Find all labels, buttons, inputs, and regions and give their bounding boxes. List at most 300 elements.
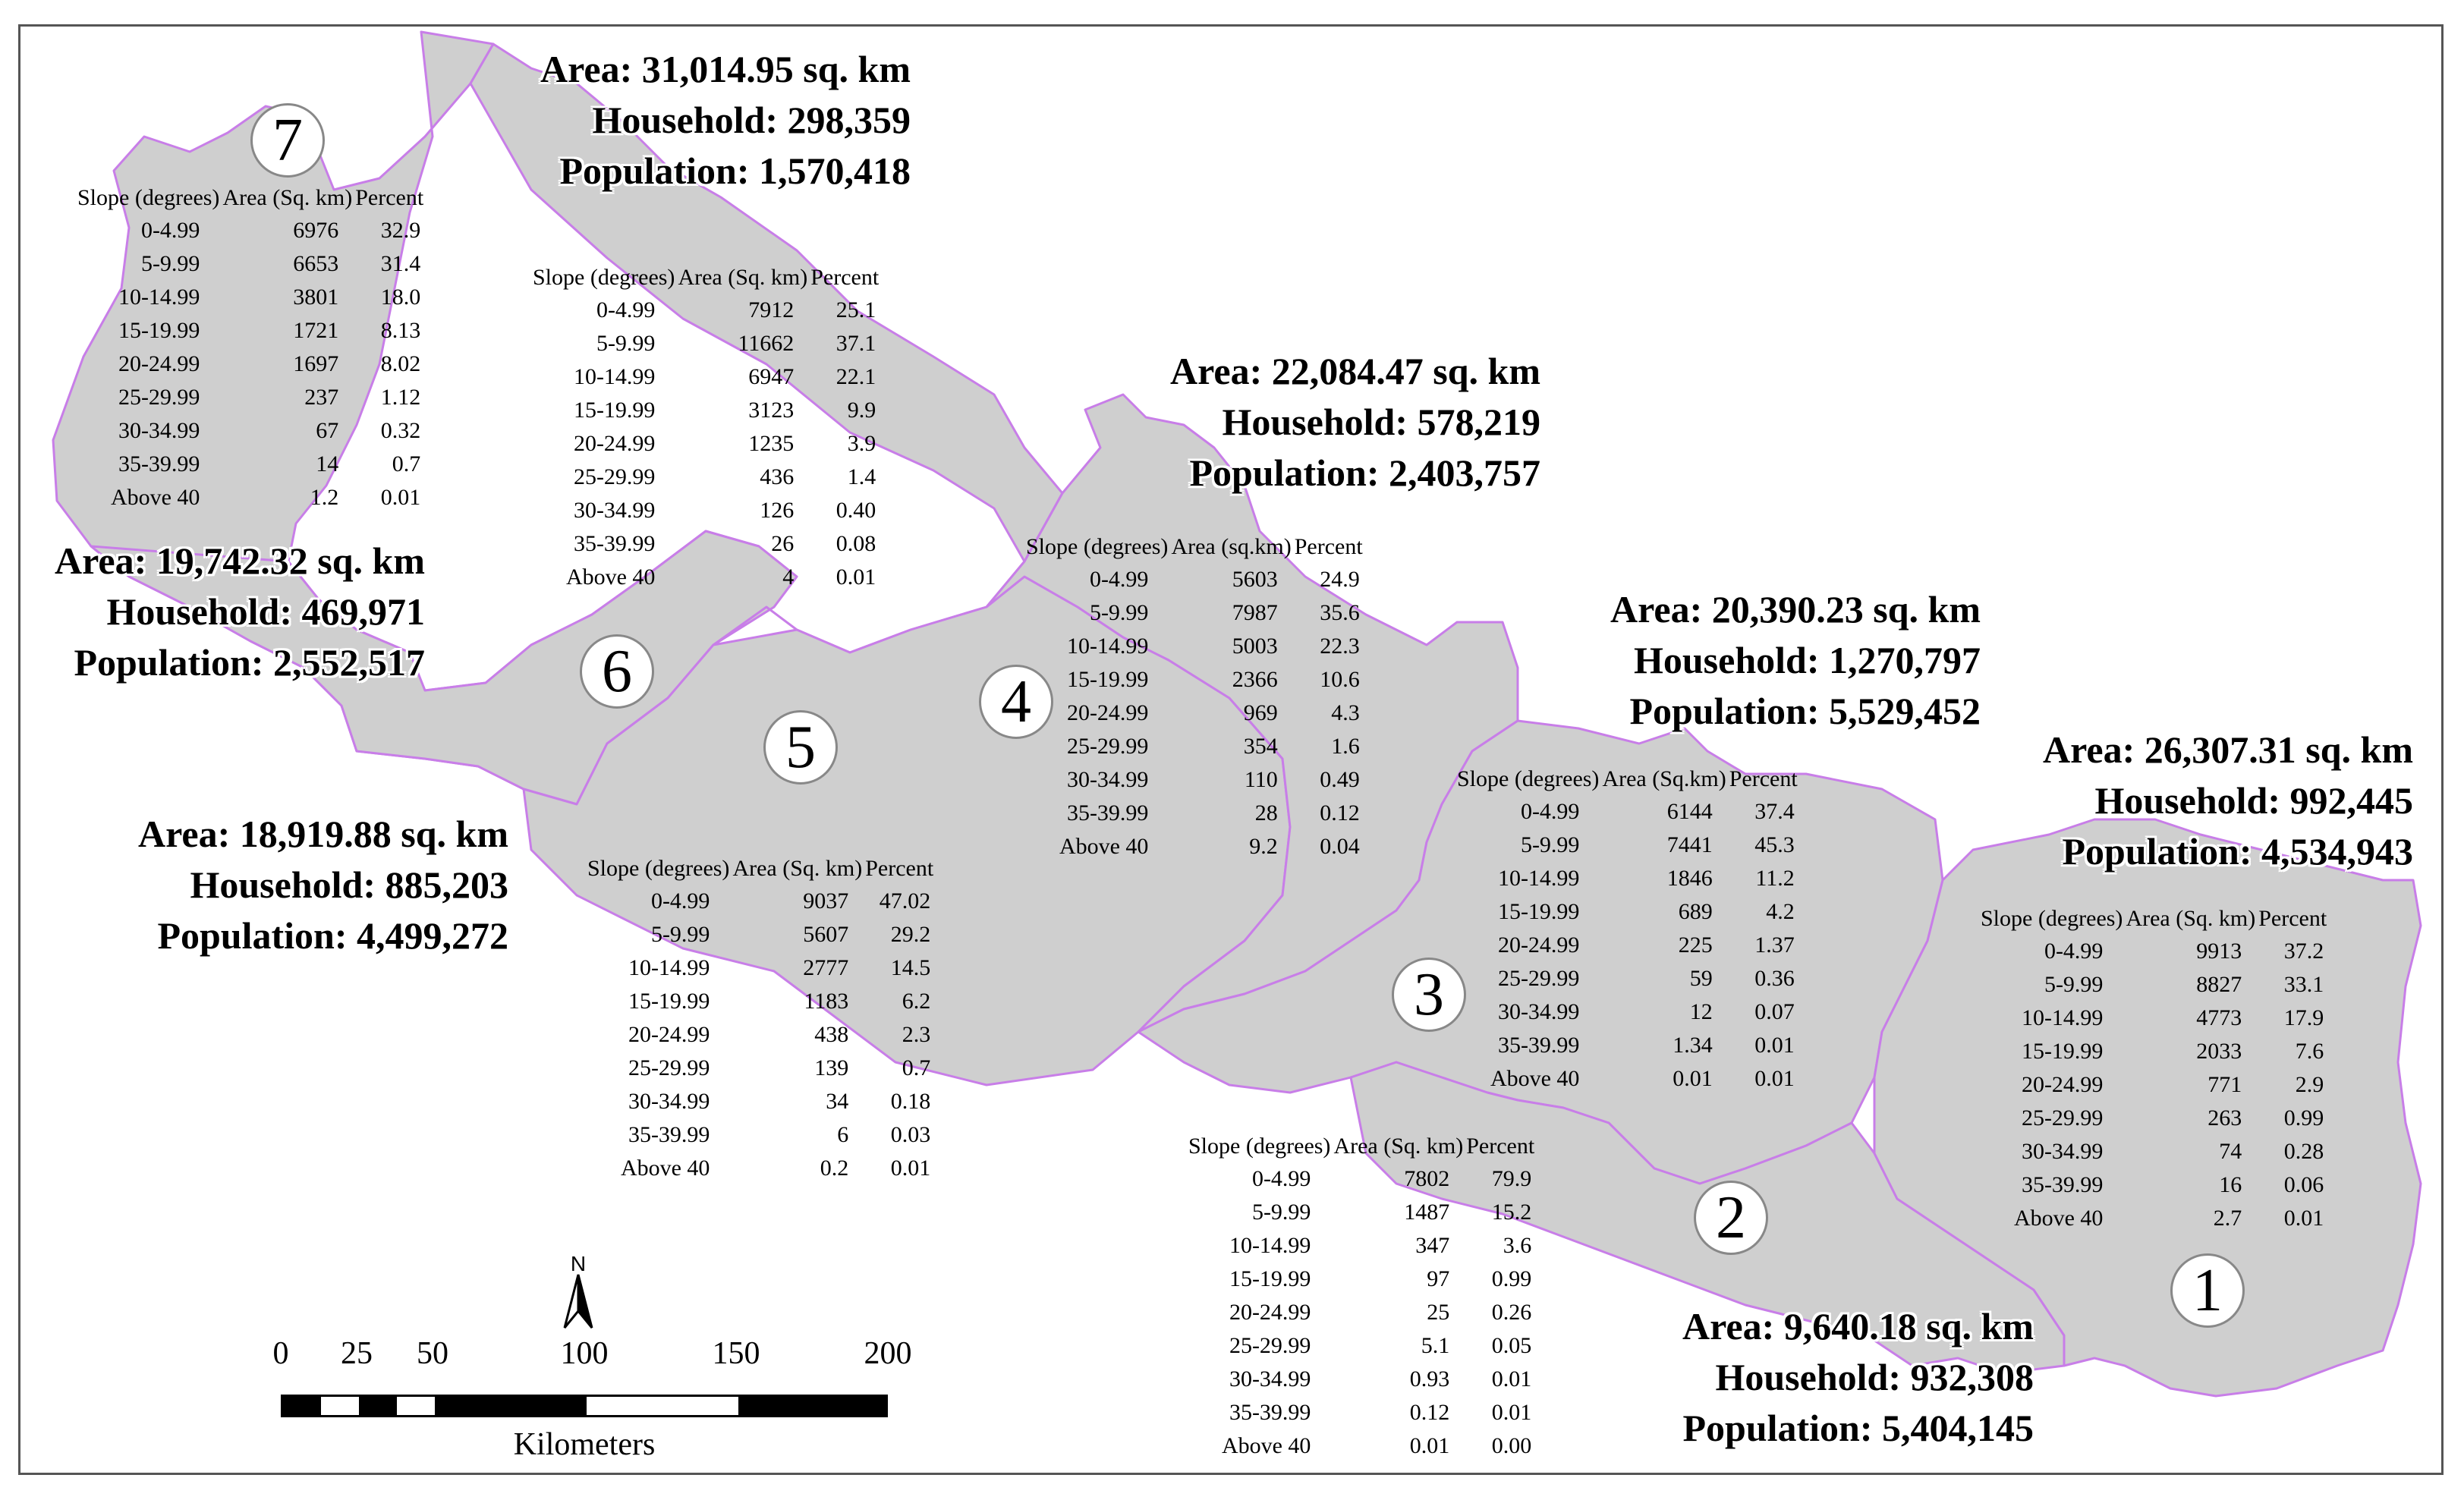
- province-4-stats: [1093, 346, 1540, 498]
- province-7-population: Population: 2,552,517: [74, 641, 425, 684]
- slope-table-cell: 12: [1689, 999, 1713, 1024]
- slope-table-cell: 97: [1427, 1266, 1450, 1291]
- slope-table-row: [1024, 730, 1364, 763]
- slope-table-cell: Above 40: [2013, 1206, 2104, 1231]
- slope-table-header-cell: Percent: [2258, 906, 2327, 931]
- slope-table-cell: 30-34.99: [2021, 1139, 2104, 1164]
- slope-table-header-cell: Slope (degrees): [533, 265, 675, 290]
- slope-table-row: [1024, 596, 1364, 630]
- slope-table-cell: 24.9: [1320, 567, 1360, 592]
- province-7-stats: [8, 536, 425, 688]
- slope-table-row: [1979, 968, 2328, 1002]
- slope-table-cell: 0-4.99: [1089, 567, 1149, 592]
- slope-table-cell: 10-14.99: [573, 364, 656, 389]
- scale-tick: 200: [864, 1336, 912, 1371]
- slope-table-cell: Above 40: [620, 1156, 710, 1181]
- slope-table-cell: 6144: [1666, 799, 1713, 824]
- slope-table-cell: 139: [814, 1055, 849, 1080]
- slope-table-cell: 20-24.99: [2021, 1072, 2104, 1097]
- slope-table-row: [531, 294, 880, 327]
- slope-table-cell: 0.04: [1320, 834, 1360, 859]
- slope-table-cell: 0.28: [2283, 1139, 2324, 1164]
- slope-table-cell: 7987: [1232, 600, 1278, 625]
- slope-table-cell: 969: [1243, 700, 1278, 725]
- slope-table-row: [1187, 1296, 1536, 1329]
- slope-table-header: [586, 853, 935, 885]
- slope-table-cell: 2777: [803, 955, 849, 980]
- slope-table-cell: 15-19.99: [2021, 1039, 2104, 1064]
- slope-table-cell: 1.37: [1754, 932, 1795, 958]
- slope-table-row: [1024, 797, 1364, 830]
- slope-table-row: [1024, 763, 1364, 797]
- north-arrow-icon: [555, 1252, 601, 1335]
- province-1-stats: [1973, 725, 2413, 877]
- province-7-slope-table: [76, 182, 425, 514]
- slope-table-cell: 2.9: [2295, 1072, 2324, 1097]
- province-4-population: Population: 2,403,757: [1189, 451, 1540, 494]
- slope-table-cell: 25.1: [835, 297, 876, 322]
- slope-table-cell: 1.34: [1673, 1033, 1713, 1058]
- slope-table-row: [531, 427, 880, 461]
- slope-table-cell: 0.01: [835, 564, 876, 590]
- slope-table-cell: 263: [2208, 1105, 2242, 1131]
- slope-table-row: [1024, 697, 1364, 730]
- slope-table-cell: 3.9: [847, 431, 876, 456]
- slope-table-row: [76, 247, 425, 281]
- slope-table-cell: 1846: [1666, 866, 1713, 891]
- slope-table-row: [531, 327, 880, 360]
- slope-table-cell: 25-29.99: [118, 385, 200, 410]
- slope-table-cell: 0.12: [1320, 800, 1360, 825]
- slope-table-header-cell: Area (sq.km): [1171, 534, 1292, 559]
- slope-table-row: [531, 494, 880, 527]
- slope-table-cell: 14.5: [890, 955, 931, 980]
- slope-table-cell: 15.2: [1491, 1200, 1532, 1225]
- slope-table-cell: 3123: [748, 398, 795, 423]
- slope-table-cell: 10-14.99: [1497, 866, 1580, 891]
- slope-table-row: [586, 951, 935, 985]
- slope-table-cell: 126: [760, 498, 795, 523]
- slope-table-cell: 5-9.99: [1251, 1200, 1311, 1225]
- slope-table-cell: 0.49: [1320, 767, 1360, 792]
- slope-table-cell: 35-39.99: [118, 451, 200, 476]
- slope-table-header: [76, 182, 425, 214]
- slope-table-cell: 35-39.99: [1066, 800, 1149, 825]
- slope-table-cell: 0.01: [1754, 1033, 1795, 1058]
- slope-table-row: [76, 414, 425, 448]
- slope-table-header: [1455, 763, 1799, 795]
- slope-table-header-cell: Percent: [810, 265, 880, 290]
- slope-table-cell: 0-4.99: [1520, 799, 1580, 824]
- slope-table-cell: 0.7: [902, 1055, 931, 1080]
- slope-table-cell: 9.9: [847, 398, 876, 423]
- slope-table-cell: Above 40: [110, 485, 200, 510]
- province-6-area: Area: 31,014.95 sq. km: [540, 48, 911, 90]
- slope-table-cell: 6976: [293, 218, 339, 243]
- slope-table-row: [1979, 1002, 2328, 1035]
- slope-table-cell: 2033: [2196, 1039, 2242, 1064]
- slope-table-row: [1455, 1029, 1799, 1062]
- slope-table-row: [1187, 1196, 1536, 1229]
- slope-table-row: [1455, 829, 1799, 862]
- slope-table-header-cell: Area (Sq. km): [222, 185, 353, 210]
- slope-table-row: [1455, 1062, 1799, 1096]
- slope-table-cell: 225: [1678, 932, 1713, 958]
- scale-bar-segments: [281, 1395, 888, 1417]
- slope-table-cell: 4773: [2196, 1005, 2242, 1030]
- slope-table-row: [586, 1118, 935, 1152]
- slope-table-row: [586, 985, 935, 1018]
- slope-table-cell: 110: [1244, 767, 1278, 792]
- slope-table-cell: 771: [2208, 1072, 2242, 1097]
- slope-table-cell: 20-24.99: [1229, 1300, 1311, 1325]
- slope-table-row: [1024, 663, 1364, 697]
- slope-table-row: [1187, 1329, 1536, 1363]
- slope-table-header-cell: Area (Sq. km): [678, 265, 808, 290]
- slope-table-cell: 15-19.99: [573, 398, 656, 423]
- slope-table-header-cell: Slope (degrees): [1026, 534, 1169, 559]
- slope-table-cell: 8.02: [380, 351, 421, 376]
- slope-table-cell: Above 40: [1221, 1433, 1311, 1458]
- slope-table-cell: 25-29.99: [2021, 1105, 2104, 1131]
- slope-table-cell: 10.6: [1320, 667, 1360, 692]
- slope-table-header-cell: Slope (degrees): [1457, 766, 1600, 791]
- slope-table-cell: 0.08: [835, 531, 876, 556]
- slope-table-cell: 25: [1427, 1300, 1450, 1325]
- province-5-stats: [61, 809, 508, 961]
- slope-table-cell: 354: [1243, 734, 1278, 759]
- slope-table-header-cell: Percent: [1466, 1134, 1535, 1159]
- slope-table-cell: 5607: [803, 922, 849, 947]
- slope-table-header-cell: Area (Sq. km): [732, 856, 863, 881]
- slope-table-cell: 35-39.99: [1229, 1400, 1311, 1425]
- province-2-slope-table: [1187, 1131, 1536, 1463]
- province-2-household: Household: 932,308: [1715, 1356, 2034, 1398]
- slope-table-cell: 5-9.99: [2044, 972, 2104, 997]
- slope-table-cell: 8.13: [380, 318, 421, 343]
- slope-table-header-cell: Slope (degrees): [587, 856, 730, 881]
- slope-table-cell: 4.2: [1766, 899, 1795, 924]
- province-3-household: Household: 1,270,797: [1633, 639, 1981, 681]
- province-6-household: Household: 298,359: [592, 99, 911, 141]
- slope-table-cell: 0.99: [1491, 1266, 1532, 1291]
- slope-table-cell: 0.01: [1409, 1433, 1450, 1458]
- slope-table-cell: 9913: [2196, 939, 2242, 964]
- slope-table-cell: 20-24.99: [118, 351, 200, 376]
- slope-table-cell: 28: [1254, 800, 1278, 825]
- slope-table-cell: 10-14.99: [1229, 1233, 1311, 1258]
- slope-table-header-cell: Area (Sq.km): [1602, 766, 1726, 791]
- slope-table-cell: Above 40: [1059, 834, 1149, 859]
- slope-table-cell: 6: [837, 1122, 849, 1147]
- slope-table-cell: 35.6: [1320, 600, 1360, 625]
- province-number-7: 7: [250, 103, 325, 178]
- slope-table-cell: 35-39.99: [628, 1122, 710, 1147]
- province-5-slope-table: [586, 853, 935, 1185]
- slope-table-cell: 32.9: [380, 218, 421, 243]
- slope-table-row: [586, 1085, 935, 1118]
- slope-table-row: [586, 1052, 935, 1085]
- slope-table-cell: 11662: [738, 331, 795, 356]
- slope-table-cell: 5-9.99: [1089, 600, 1149, 625]
- slope-table-cell: 0.01: [1673, 1066, 1713, 1091]
- slope-table-cell: 15-19.99: [118, 318, 200, 343]
- slope-table-cell: 10-14.99: [118, 285, 200, 310]
- slope-table-row: [586, 918, 935, 951]
- slope-table-cell: 10-14.99: [628, 955, 710, 980]
- slope-table-cell: 7.6: [2295, 1039, 2324, 1064]
- slope-table-header: [1979, 903, 2328, 935]
- slope-table-cell: 0.26: [1491, 1300, 1532, 1325]
- slope-table-cell: 25-29.99: [573, 464, 656, 489]
- slope-table-cell: 0.05: [1491, 1333, 1532, 1358]
- slope-table-row: [1979, 1168, 2328, 1202]
- slope-table-cell: 20-24.99: [628, 1022, 710, 1047]
- slope-table-cell: 438: [814, 1022, 849, 1047]
- province-3-stats: [1518, 584, 1981, 737]
- slope-table-cell: 20-24.99: [1066, 700, 1149, 725]
- slope-table-cell: 30-34.99: [1497, 999, 1580, 1024]
- slope-table-row: [1024, 830, 1364, 863]
- slope-table-cell: 30-34.99: [628, 1089, 710, 1114]
- slope-table-header-cell: Slope (degrees): [1981, 906, 2123, 931]
- slope-table-cell: 3801: [293, 285, 339, 310]
- slope-table-cell: 2366: [1232, 667, 1278, 692]
- slope-table-cell: 0.12: [1409, 1400, 1450, 1425]
- slope-table-row: [1187, 1162, 1536, 1196]
- slope-table-cell: 7912: [748, 297, 795, 322]
- province-1-household: Household: 992,445: [2094, 779, 2413, 822]
- province-number-4: 4: [979, 665, 1053, 739]
- slope-table-cell: 0.32: [380, 418, 421, 443]
- slope-table-cell: 15-19.99: [1066, 667, 1149, 692]
- slope-table-header: [531, 262, 880, 294]
- slope-table-cell: 35-39.99: [573, 531, 656, 556]
- slope-table-cell: 35-39.99: [1497, 1033, 1580, 1058]
- slope-table-row: [586, 1018, 935, 1052]
- slope-table-cell: 1.4: [847, 464, 876, 489]
- slope-table-cell: 5.1: [1421, 1333, 1450, 1358]
- province-number-1: 1: [2170, 1253, 2245, 1328]
- slope-table-row: [1187, 1429, 1536, 1463]
- slope-table-row: [1187, 1363, 1536, 1396]
- slope-table-row: [1979, 935, 2328, 968]
- slope-table-header-cell: Area (Sq. km): [2126, 906, 2256, 931]
- slope-table-row: [1024, 630, 1364, 663]
- slope-table-cell: 5003: [1232, 634, 1278, 659]
- slope-table-cell: 31.4: [380, 251, 421, 276]
- slope-table-cell: 5-9.99: [1520, 832, 1580, 857]
- slope-table-cell: 0.06: [2283, 1172, 2324, 1197]
- slope-table-cell: 5-9.99: [596, 331, 656, 356]
- province-3-area: Area: 20,390.23 sq. km: [1610, 588, 1981, 631]
- slope-table-cell: 10-14.99: [2021, 1005, 2104, 1030]
- province-number-6: 6: [580, 634, 654, 709]
- slope-table-row: [586, 885, 935, 918]
- slope-table-cell: 0.00: [1491, 1433, 1532, 1458]
- slope-table-cell: 0.03: [890, 1122, 931, 1147]
- slope-table-cell: 0.93: [1409, 1366, 1450, 1392]
- province-1-area: Area: 26,307.31 sq. km: [2043, 728, 2413, 771]
- slope-table-header: [1024, 531, 1364, 563]
- slope-table-cell: 1487: [1404, 1200, 1450, 1225]
- slope-table-cell: 20-24.99: [573, 431, 656, 456]
- slope-table-row: [1455, 862, 1799, 895]
- slope-table-cell: 0-4.99: [650, 888, 710, 914]
- slope-table-cell: 15-19.99: [628, 989, 710, 1014]
- slope-table-cell: 5603: [1232, 567, 1278, 592]
- slope-table-row: [1455, 795, 1799, 829]
- slope-table-cell: 0.7: [392, 451, 421, 476]
- province-2-area: Area: 9,640.18 sq. km: [1682, 1305, 2034, 1347]
- slope-table-cell: 0.01: [1491, 1400, 1532, 1425]
- slope-table-row: [1979, 1035, 2328, 1068]
- slope-table-cell: 9.2: [1249, 834, 1278, 859]
- slope-table-cell: 0.07: [1754, 999, 1795, 1024]
- scale-tick: 100: [560, 1336, 609, 1371]
- scale-tick: 25: [341, 1336, 373, 1371]
- slope-table-cell: 74: [2219, 1139, 2242, 1164]
- province-2-population: Population: 5,404,145: [1682, 1407, 2034, 1449]
- slope-table-header-cell: Percent: [1294, 534, 1363, 559]
- slope-table-cell: 30-34.99: [118, 418, 200, 443]
- slope-table-cell: 3.6: [1503, 1233, 1532, 1258]
- slope-table-row: [76, 281, 425, 314]
- slope-table-header: [1187, 1131, 1536, 1162]
- slope-table-row: [1979, 1068, 2328, 1102]
- slope-table-cell: 9037: [803, 888, 849, 914]
- province-6-population: Population: 1,570,418: [559, 149, 911, 192]
- slope-table-cell: 2.7: [2213, 1206, 2242, 1231]
- slope-table-cell: 25-29.99: [1066, 734, 1149, 759]
- slope-table-row: [531, 527, 880, 561]
- slope-table-header-cell: Percent: [355, 185, 424, 210]
- slope-table-cell: 0-4.99: [1251, 1166, 1311, 1191]
- slope-table-cell: 0-4.99: [2044, 939, 2104, 964]
- province-1-population: Population: 4,534,943: [2062, 830, 2413, 873]
- slope-table-row: [531, 461, 880, 494]
- province-number-5: 5: [763, 710, 838, 785]
- slope-table-cell: 347: [1415, 1233, 1450, 1258]
- slope-table-cell: 25-29.99: [1497, 966, 1580, 991]
- slope-table-row: [1187, 1263, 1536, 1296]
- slope-table-row: [1024, 563, 1364, 596]
- slope-table-row: [1979, 1135, 2328, 1168]
- province-number-3: 3: [1392, 958, 1466, 1032]
- slope-table-row: [1187, 1396, 1536, 1429]
- slope-table-cell: 37.4: [1754, 799, 1795, 824]
- slope-table-row: [531, 561, 880, 594]
- slope-table-cell: 29.2: [890, 922, 931, 947]
- scale-tick: 50: [417, 1336, 448, 1371]
- slope-table-header-cell: Slope (degrees): [1188, 1134, 1331, 1159]
- slope-table-cell: 0-4.99: [596, 297, 656, 322]
- slope-table-cell: 26: [771, 531, 795, 556]
- slope-table-cell: 33.1: [2283, 972, 2324, 997]
- slope-table-row: [1455, 929, 1799, 962]
- slope-table-cell: 8827: [2196, 972, 2242, 997]
- slope-table-cell: 2.3: [902, 1022, 931, 1047]
- slope-table-cell: 37.1: [835, 331, 876, 356]
- slope-table-cell: 79.9: [1491, 1166, 1532, 1191]
- slope-table-cell: 1.12: [380, 385, 421, 410]
- slope-table-cell: 0.01: [380, 485, 421, 510]
- slope-table-row: [76, 347, 425, 381]
- province-5-household: Household: 885,203: [190, 863, 508, 906]
- north-label: N: [570, 1252, 587, 1275]
- slope-table-header-cell: Percent: [865, 856, 934, 881]
- slope-table-cell: 34: [826, 1089, 849, 1114]
- slope-table-row: [1187, 1229, 1536, 1263]
- slope-table-cell: 25-29.99: [628, 1055, 710, 1080]
- slope-table-cell: 0.01: [1491, 1366, 1532, 1392]
- province-2-stats: [1594, 1301, 2034, 1454]
- province-6-slope-table: [531, 262, 880, 594]
- slope-table-cell: 0.2: [820, 1156, 849, 1181]
- slope-table-row: [76, 381, 425, 414]
- slope-table-cell: 0.01: [2283, 1206, 2324, 1231]
- province-3-population: Population: 5,529,452: [1629, 690, 1981, 732]
- slope-table-cell: 59: [1689, 966, 1713, 991]
- slope-table-cell: 0-4.99: [140, 218, 200, 243]
- slope-table-cell: 14: [316, 451, 339, 476]
- slope-table-cell: Above 40: [565, 564, 656, 590]
- province-number-2: 2: [1694, 1181, 1768, 1255]
- slope-table-cell: 0.01: [1754, 1066, 1795, 1091]
- slope-table-cell: 47.02: [879, 888, 931, 914]
- province-4-slope-table: [1024, 531, 1364, 863]
- slope-table-cell: 1.6: [1331, 734, 1360, 759]
- slope-table-row: [76, 448, 425, 481]
- slope-table-cell: Above 40: [1490, 1066, 1580, 1091]
- slope-table-cell: 35-39.99: [2021, 1172, 2104, 1197]
- slope-table-cell: 37.2: [2283, 939, 2324, 964]
- province-5-population: Population: 4,499,272: [157, 914, 508, 957]
- slope-table-row: [531, 394, 880, 427]
- slope-table-cell: 1.2: [310, 485, 339, 510]
- slope-table-cell: 5-9.99: [650, 922, 710, 947]
- slope-table-cell: 689: [1678, 899, 1713, 924]
- slope-table-row: [1455, 962, 1799, 995]
- province-7-household: Household: 469,971: [106, 590, 425, 633]
- slope-table-row: [1979, 1202, 2328, 1235]
- slope-table-cell: 30-34.99: [1066, 767, 1149, 792]
- slope-table-cell: 1697: [293, 351, 339, 376]
- slope-table-cell: 18.0: [380, 285, 421, 310]
- province-1-slope-table: [1979, 903, 2328, 1235]
- slope-table-cell: 15-19.99: [1497, 899, 1580, 924]
- province-6-stats: [470, 44, 911, 197]
- slope-table-cell: 30-34.99: [573, 498, 656, 523]
- slope-table-cell: 22.1: [835, 364, 876, 389]
- scale-bar: [272, 1335, 912, 1462]
- slope-table-cell: 237: [304, 385, 339, 410]
- slope-table-cell: 0.99: [2283, 1105, 2324, 1131]
- slope-table-header-cell: Percent: [1729, 766, 1798, 791]
- slope-table-cell: 25-29.99: [1229, 1333, 1311, 1358]
- slope-table-cell: 1183: [804, 989, 849, 1014]
- slope-table-row: [76, 481, 425, 514]
- scale-unit-label: Kilometers: [513, 1427, 656, 1462]
- province-7-area: Area: 19,742.32 sq. km: [55, 539, 425, 582]
- slope-table-cell: 0.01: [890, 1156, 931, 1181]
- province-3-slope-table: [1455, 763, 1799, 1096]
- slope-table-cell: 4.3: [1331, 700, 1360, 725]
- slope-table-cell: 7802: [1404, 1166, 1450, 1191]
- slope-table-row: [1979, 1102, 2328, 1135]
- slope-table-cell: 17.9: [2283, 1005, 2324, 1030]
- slope-table-cell: 7441: [1666, 832, 1713, 857]
